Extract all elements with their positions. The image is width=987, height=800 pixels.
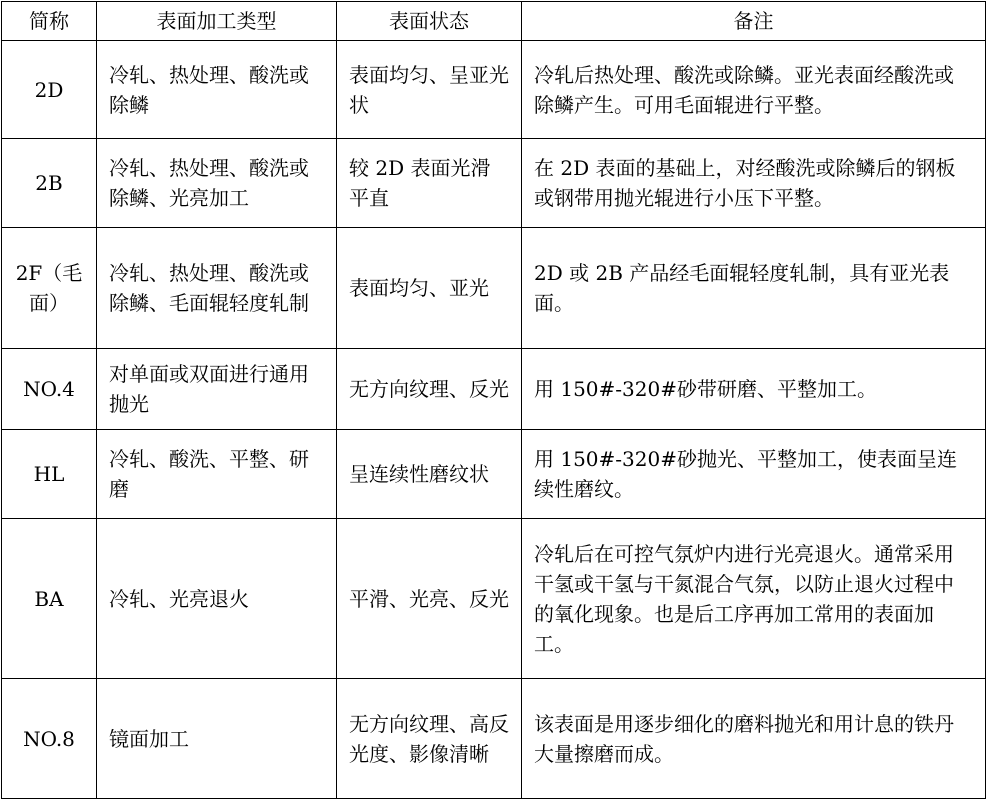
table-row — [2, 139, 986, 228]
cell-state: 呈连续性磨纹状 — [337, 430, 522, 519]
cell-type: 镜面加工 — [97, 679, 337, 799]
table-row — [2, 349, 986, 430]
cell-code: 2F（毛面） — [2, 228, 97, 349]
cell-type: 冷轧、酸洗、平整、研磨 — [97, 430, 337, 519]
cell-state: 无方向纹理、反光 — [337, 349, 522, 430]
table-row — [2, 519, 986, 679]
cell-type: 冷轧、热处理、酸洗或除鳞、毛面辊轻度轧制 — [97, 228, 337, 349]
table-row — [2, 228, 986, 349]
cell-state: 表面均匀、亚光 — [337, 228, 522, 349]
cell-note: 在 2D 表面的基础上，对经酸洗或除鳞后的钢板或钢带用抛光辊进行小压下平整。 — [522, 139, 986, 228]
cell-state: 表面均匀、呈亚光状 — [337, 41, 522, 139]
cell-state: 较 2D 表面光滑平直 — [337, 139, 522, 228]
surface-finish-table — [1, 1, 986, 799]
cell-state: 平滑、光亮、反光 — [337, 519, 522, 679]
cell-note: 用 150#-320#砂抛光、平整加工，使表面呈连续性磨纹。 — [522, 430, 986, 519]
header-note: 备注 — [522, 2, 986, 41]
header-row — [2, 2, 986, 41]
table-row — [2, 679, 986, 799]
cell-note: 冷轧后热处理、酸洗或除鳞。亚光表面经酸洗或除鳞产生。可用毛面辊进行平整。 — [522, 41, 986, 139]
cell-note: 2D 或 2B 产品经毛面辊轻度轧制，具有亚光表面。 — [522, 228, 986, 349]
table-row — [2, 41, 986, 139]
cell-code: NO.8 — [2, 679, 97, 799]
cell-code: NO.4 — [2, 349, 97, 430]
cell-code: 2B — [2, 139, 97, 228]
header-code: 简称 — [2, 2, 97, 41]
cell-code: BA — [2, 519, 97, 679]
cell-type: 冷轧、光亮退火 — [97, 519, 337, 679]
cell-type: 冷轧、热处理、酸洗或除鳞、光亮加工 — [97, 139, 337, 228]
cell-note: 该表面是用逐步细化的磨料抛光和用计息的铁丹大量擦磨而成。 — [522, 679, 986, 799]
cell-code: 2D — [2, 41, 97, 139]
header-type: 表面加工类型 — [97, 2, 337, 41]
cell-note: 用 150#-320#砂带研磨、平整加工。 — [522, 349, 986, 430]
cell-type: 对单面或双面进行通用抛光 — [97, 349, 337, 430]
cell-code: HL — [2, 430, 97, 519]
table-row — [2, 430, 986, 519]
cell-note: 冷轧后在可控气氛炉内进行光亮退火。通常采用干氢或干氢与干氮混合气氛，以防止退火过程中的氧化现象。也是后工序再加工常用的表面加工。 — [522, 519, 986, 679]
cell-state: 无方向纹理、高反光度、影像清晰 — [337, 679, 522, 799]
header-state: 表面状态 — [337, 2, 522, 41]
cell-type: 冷轧、热处理、酸洗或除鳞 — [97, 41, 337, 139]
